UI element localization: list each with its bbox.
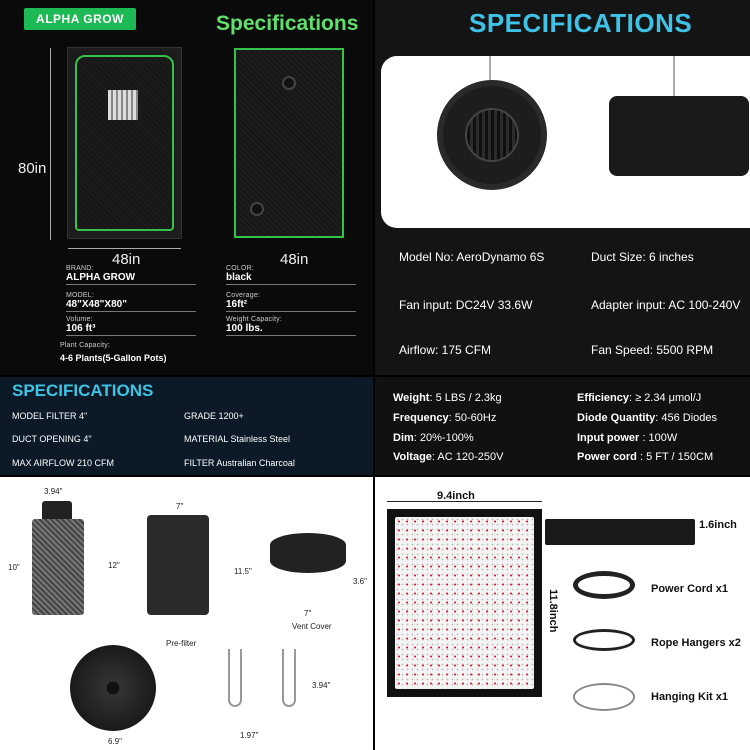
spec-key: Coverage: — [226, 292, 261, 299]
filter-model: MODEL FILTER 4" — [12, 411, 88, 421]
filter-total-height-label: 12" — [108, 561, 120, 570]
prefilter-label: Pre-filter — [166, 639, 197, 648]
filter-images-panel — [0, 477, 373, 750]
spec-key: Plant Capacity: — [60, 342, 111, 349]
rope-hanger-icon — [573, 629, 635, 651]
spec-key: BRAND: — [66, 265, 94, 272]
spec-value: black — [226, 272, 356, 285]
vent-height-label: 3.6" — [353, 577, 367, 586]
filter-body-height-label: 10" — [8, 563, 20, 572]
spec-value: 4-6 Plants(5-Gallon Pots) — [60, 353, 167, 363]
hanger-wire — [489, 56, 491, 82]
vent-port-icon — [250, 202, 264, 216]
light-voltage — [393, 451, 503, 463]
spec-weight-capacity — [226, 316, 356, 336]
driver-height-label: 1.6inch — [699, 519, 737, 531]
led-diode-array — [395, 517, 534, 689]
spec-value: 106 ft³ — [66, 323, 196, 336]
fan-duct-size: Duct Size: 6 inches — [591, 250, 694, 264]
light-weight — [393, 392, 502, 404]
spec-key: COLOR: — [226, 265, 255, 272]
front-width-label: 48in — [112, 251, 141, 268]
spec-brand — [66, 265, 196, 285]
tent-door — [75, 55, 174, 231]
fan-title: SPECIFICATIONS — [469, 8, 693, 38]
filter-duct-opening: DUCT OPENING 4" — [12, 434, 92, 444]
power-cord-icon — [573, 571, 635, 599]
filter-type: FILTER Australian Charcoal — [184, 458, 295, 468]
fan-panel — [375, 0, 750, 375]
alpha-grow-logo — [24, 8, 136, 30]
light-diode-quantity — [577, 412, 717, 424]
fan-side-view — [609, 96, 749, 176]
spec-value: : AC 120-250V — [431, 451, 504, 463]
filter-cone-top — [70, 645, 156, 731]
carbon-filter — [32, 519, 84, 615]
front-width-line — [68, 248, 181, 249]
vent-cover — [270, 533, 346, 573]
spec-value: : 50-60Hz — [448, 412, 497, 424]
spec-key: Weight Capacity: — [226, 316, 282, 323]
vent-cover-label: Vent Cover — [292, 622, 332, 631]
led-driver — [545, 519, 695, 545]
tent-front-view — [68, 48, 181, 238]
filter-max-airflow: MAX AIRFLOW 210 CFM — [12, 458, 115, 468]
spec-value: : ≥ 2.34 μmol/J — [628, 392, 702, 404]
light-images-panel — [375, 477, 750, 750]
spec-key: Input power — [577, 432, 640, 444]
vent-port-icon — [282, 76, 296, 90]
spec-value: : 5 LBS / 2.3kg — [429, 392, 502, 404]
light-frequency — [393, 412, 496, 424]
spec-value: : 20%-100% — [413, 432, 474, 444]
light-dim — [393, 432, 474, 444]
spec-plant-capacity — [60, 342, 260, 364]
cone-diameter-label: 6.9" — [108, 737, 122, 746]
rope-hangers-label: Rope Hangers x2 — [651, 637, 741, 649]
spec-color — [226, 265, 356, 285]
spec-key: Dim — [393, 432, 414, 444]
prefilter-height-label: 11.5" — [234, 567, 252, 576]
spec-key: Weight — [393, 392, 430, 404]
prefilter-width-label: 7" — [176, 502, 184, 511]
spec-value: : 456 Diodes — [655, 412, 717, 424]
board-height-label: 11.8inch — [547, 589, 559, 633]
filter-flange — [42, 501, 72, 521]
spec-key: Frequency — [393, 412, 449, 424]
filter-spec-panel — [0, 377, 373, 475]
spec-key: Voltage — [393, 451, 432, 463]
hanger-wire — [673, 56, 675, 98]
tent-side-view — [234, 48, 344, 238]
spec-key: MODEL: — [66, 292, 95, 299]
hook-width-label: 1.97" — [240, 731, 259, 740]
fan-airflow: Airflow: 175 CFM — [399, 343, 492, 357]
spec-key: Volume: — [66, 316, 93, 323]
filter-material: MATERIAL Stainless Steel — [184, 434, 291, 444]
fan-input: Fan input: DC24V 33.6W — [399, 298, 533, 312]
height-dimension-line — [50, 48, 51, 240]
spec-model — [66, 292, 196, 312]
board-width-label: 9.4inch — [437, 490, 475, 502]
tent-panel — [0, 0, 373, 375]
light-power-cord — [577, 451, 713, 463]
prefilter-sleeve — [147, 515, 209, 615]
spec-value: : 100W — [639, 432, 678, 444]
light-spec-panel — [375, 377, 750, 475]
spec-value: 16ft² — [226, 299, 356, 312]
spec-key: Efficiency — [577, 392, 629, 404]
hanging-kit-icon — [573, 683, 635, 711]
spec-value: ALPHA GROW — [66, 272, 196, 285]
vent-width-label: 7" — [304, 609, 312, 618]
filter-diameter-label: 3.94" — [44, 487, 63, 496]
spec-value: : 5 FT / 150CM — [636, 451, 714, 463]
fan-speed: Fan Speed: 5500 RPM — [591, 343, 714, 357]
side-width-label: 48in — [280, 251, 309, 268]
height-label: 80in — [18, 160, 47, 177]
logo-text: ALPHA GROW — [36, 12, 124, 26]
tent-window — [108, 90, 138, 120]
fan-model: Model No: AeroDynamo 6S — [399, 250, 545, 264]
power-cord-label: Power Cord x1 — [651, 583, 729, 595]
tent-title: Specifications — [216, 12, 359, 35]
hook-icon — [228, 649, 242, 707]
filter-grade: GRADE 1200+ — [184, 411, 244, 421]
spec-key: Diode Quantity — [577, 412, 656, 424]
led-board — [387, 509, 542, 697]
fan-grill-icon — [465, 108, 519, 162]
fan-front-view — [437, 80, 547, 190]
fan-photo — [381, 56, 750, 228]
light-efficiency — [577, 392, 701, 404]
hook-icon — [282, 649, 296, 707]
tent-spec-grid — [62, 262, 362, 372]
spec-coverage — [226, 292, 356, 312]
light-input-power — [577, 432, 677, 444]
hanging-kit-label: Hanging Kit x1 — [651, 691, 729, 703]
fan-adapter-input: Adapter input: AC 100-240V — [591, 298, 741, 312]
spec-key: Power cord — [577, 451, 637, 463]
spec-value: 100 lbs. — [226, 323, 356, 336]
spec-volume — [66, 316, 196, 336]
hook-height-label: 3.94" — [312, 681, 331, 690]
spec-value: 48"X48"X80" — [66, 299, 196, 312]
filter-spec-title: SPECIFICATIONS — [12, 381, 154, 400]
